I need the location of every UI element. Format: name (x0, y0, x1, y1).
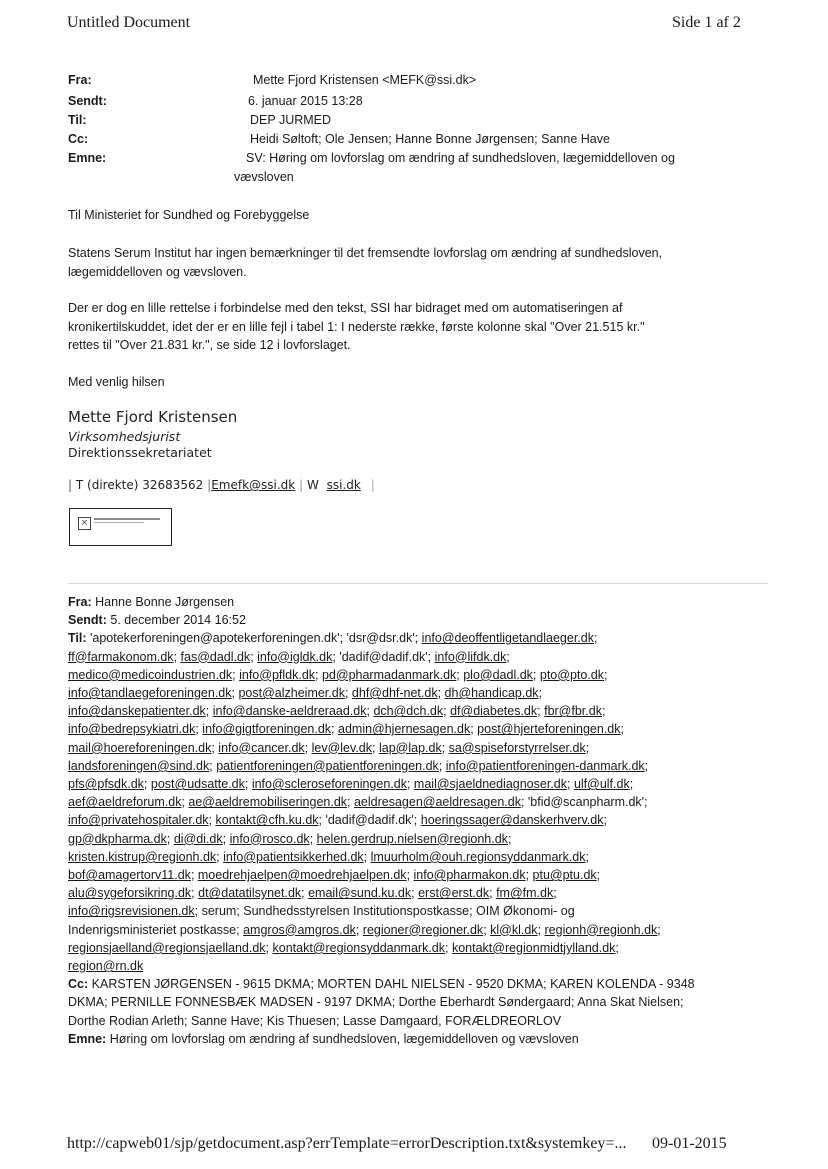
recipient-text: ; (411, 886, 419, 901)
recipient-email-link[interactable]: hoeringssager@danskerhverv.dk (420, 813, 604, 828)
recipient-text: ; (438, 758, 446, 773)
paragraph-1-line: lægemiddelloven og vævsloven. (68, 264, 247, 279)
recipient-email-link[interactable]: patientforeningen@patientforeningen.dk (216, 758, 439, 773)
contact-separator: | (68, 478, 73, 492)
recipient-line (68, 739, 768, 757)
recipient-text: ; (166, 831, 174, 846)
recipient-email-link[interactable]: regionsjaelland@regionsjaelland.dk (68, 940, 266, 955)
recipient-text: ; (537, 704, 545, 719)
recipient-email-link[interactable]: region@rn.dk (68, 959, 144, 974)
recipient-text: ; (315, 667, 322, 682)
recipient-text: ; (244, 777, 252, 792)
paragraph-2 (68, 299, 645, 355)
recipient-text: ; (585, 740, 590, 755)
recipient-text: ; (250, 649, 258, 664)
recipient-text: ; (507, 831, 512, 846)
recipient-text: ; (445, 940, 452, 955)
cc-text: Dorthe Rodian Arleth; Sanne Have; Kis Thuesen; Lasse Damgaard, FORÆLDREORLOV (68, 1013, 562, 1028)
broken-image-line (94, 522, 144, 523)
contact-separator: | (299, 478, 304, 492)
recipient-text: 'apotekerforeningen@apotekerforeningen.dk'; 'dsr@dsr.dk'; (90, 631, 422, 646)
email2-cc (68, 975, 768, 1030)
recipient-text: ; (195, 722, 203, 737)
recipient-line (68, 939, 768, 957)
recipient-email-link[interactable]: erst@erst.dk (418, 886, 490, 901)
recipient-email-link[interactable]: fm@fm.dk (496, 886, 554, 901)
recipient-email-link[interactable]: ulf@ulf.dk (573, 777, 630, 792)
recipient-text: ; (483, 922, 491, 937)
recipient-email-link[interactable]: dch@dch.dk (373, 704, 444, 719)
recipient-email-link[interactable]: kontakt@regionmidtjylland.dk (451, 940, 616, 955)
recipient-text: ; (301, 886, 309, 901)
email2-from (68, 593, 768, 611)
paragraph-2-line: kronikertilskuddet, idet der er en lille fejl i tabel 1: I nederste række, første kolonne skal "Over 21.515 kr." (68, 319, 645, 334)
recipient-email-link[interactable]: mail@sjaeldnediagnoser.dk (413, 777, 567, 792)
cc-line (68, 1012, 768, 1030)
recipient-email-link[interactable]: lmuurholm@ouh.regionsyddanmark.dk (370, 849, 586, 864)
recipient-text: ; (216, 849, 224, 864)
recipient-email-link[interactable]: dt@datatilsynet.dk (198, 886, 302, 901)
recipient-text: ; (363, 849, 371, 864)
recipient-email-link[interactable]: aeldresagen@aeldresagen.dk (353, 795, 521, 810)
recipient-email-link[interactable]: info@igldk.dk (257, 649, 333, 664)
recipient-line (68, 720, 768, 738)
recipient-email-link[interactable]: admin@hjernesagen.dk (338, 722, 471, 737)
email2-subject (68, 1030, 768, 1048)
recipient-text: ; (532, 667, 540, 682)
recipient-text: ; (209, 758, 217, 773)
recipient-text: ; (372, 740, 379, 755)
recipient-text: ; (441, 740, 449, 755)
recipient-email-link[interactable]: lap@lap.dk (378, 740, 442, 755)
contact-email-link[interactable]: Emefk@ssi.dk (211, 478, 296, 492)
recipient-email-link[interactable]: mail@hoereforeningen.dk (68, 740, 212, 755)
recipient-email-link[interactable]: info@lifdk.dk (434, 649, 507, 664)
sent-value: 6. januar 2015 13:28 (248, 94, 363, 108)
recipient-email-link[interactable]: gp@dkpharma.dk (68, 831, 167, 846)
recipient-email-link[interactable]: info@bedrepsykiatri.dk (68, 722, 196, 737)
recipient-email-link[interactable]: alu@sygeforsikring.dk (68, 886, 192, 901)
recipient-text: ; 'bfid@scanpharm.dk'; (520, 795, 648, 810)
recipient-email-link[interactable]: info@privatehospitaler.dk (68, 813, 209, 828)
email2-header (68, 593, 768, 1048)
recipient-text: ; serum; Sundhedsstyrelsen Institutionspostkasse; OIM Økonomi- og (194, 904, 575, 919)
recipient-email-link[interactable]: kristen.kistrup@regionh.dk (68, 849, 217, 864)
recipient-email-link[interactable]: fbr@fbr.dk (544, 704, 602, 719)
sent-label: Sendt: (68, 94, 107, 108)
recipient-text: ; (344, 686, 352, 701)
recipient-email-link[interactable]: kontakt@cfh.ku.dk (215, 813, 319, 828)
recipient-email-link[interactable]: pd@pharmadanmark.dk (321, 667, 457, 682)
recipient-email-link[interactable]: post@hjerteforeningen.dk (477, 722, 621, 737)
recipient-text: ; 'dadif@dadif.dk'; (318, 813, 421, 828)
recipient-text: ; (566, 777, 574, 792)
subject-value: Høring om lovforslag om ændring af sundhedsloven, lægemiddelloven og vævsloven (109, 1031, 579, 1046)
footer-date: 09-01-2015 (652, 1135, 727, 1152)
subject-line-1: SV: Høring om lovforslag om ændring af sundhedsloven, lægemiddelloven og (246, 151, 675, 165)
to-label: Til: (68, 113, 87, 127)
recipient-email-link[interactable]: pfs@pfsdk.dk (68, 777, 144, 792)
recipient-text: ; (211, 740, 219, 755)
contact-separator: | (207, 478, 212, 492)
broken-image-line (94, 518, 160, 520)
recipient-text: ; (406, 777, 414, 792)
page-number: Side 1 af 2 (672, 14, 741, 31)
recipient-line (68, 830, 768, 848)
recipient-email-link[interactable]: bof@amagertorv11.dk (68, 868, 191, 883)
recipient-line (68, 666, 768, 684)
recipient-line (68, 811, 768, 829)
recipient-text: ; (208, 813, 216, 828)
message-divider (68, 583, 768, 584)
email2-sent (68, 611, 768, 629)
recipient-email-link[interactable]: info@scleroseforeningen.dk (251, 777, 407, 792)
recipient-text: ; (629, 777, 634, 792)
recipient-text: ; (553, 886, 557, 901)
recipient-text: ; (309, 831, 317, 846)
recipient-text: ; (657, 922, 661, 937)
recipient-text: ; (601, 704, 606, 719)
signature-name: Mette Fjord Kristensen (68, 408, 238, 426)
recipient-line (68, 757, 768, 775)
document-title: Untitled Document (67, 14, 191, 31)
recipient-text: ; (331, 722, 338, 737)
recipient-email-link[interactable]: fas@dadl.dk (180, 649, 251, 664)
paragraph-2-line: rettes til "Over 21.831 kr.", se side 12 i lovforslaget. (68, 338, 351, 352)
recipient-text: ; 'dadif@dadif.dk'; (332, 649, 435, 664)
recipient-text: ; (596, 868, 601, 883)
recipient-text: ; (443, 704, 451, 719)
cc-label: Cc: (68, 977, 89, 992)
recipient-text: ; (537, 922, 545, 937)
recipient-line (68, 848, 768, 866)
recipient-email-link[interactable]: dh@handicap.dk (444, 686, 539, 701)
recipient-line (68, 902, 768, 920)
from-value: Hanne Bonne Jørgensen (95, 595, 235, 609)
recipient-email-link[interactable]: info@danske-aeldreraad.dk (212, 704, 367, 719)
cc-label: Cc: (68, 132, 89, 146)
recipient-text: ; (406, 868, 414, 883)
footer-url: http://capweb01/sjp/getdocument.asp?errTemplate=errorDescription.txt&systemkey=... (67, 1135, 627, 1152)
recipient-email-link[interactable]: ff@farmakonom.dk (68, 649, 174, 664)
subject-label: Emne: (68, 1031, 107, 1046)
recipient-text: ; (232, 667, 240, 682)
signature-title: Virksomhedsjurist (68, 429, 181, 444)
sent-label: Sendt: (68, 613, 107, 628)
recipient-text: ; (366, 704, 374, 719)
recipient-line (68, 884, 768, 902)
recipient-email-link[interactable]: pto@pto.dk (539, 667, 604, 682)
sent-value: 5. december 2014 16:52 (110, 613, 246, 628)
recipient-email-link[interactable]: lev@lev.dk (311, 740, 373, 755)
recipient-text: ; (585, 849, 589, 864)
recipient-line (68, 684, 768, 702)
recipient-text: ; (181, 795, 189, 810)
recipient-email-link[interactable]: dhf@dhf-net.dk (351, 686, 438, 701)
recipient-text: ; (615, 940, 619, 955)
recipient-text: ; (437, 686, 445, 701)
contact-separator: | (370, 478, 375, 492)
recipient-text: Indenrigsministeriet postkasse; (68, 922, 244, 937)
contact-w: W (306, 478, 319, 492)
recipient-email-link[interactable]: di@di.dk (173, 831, 223, 846)
from-label: Fra: (68, 595, 92, 609)
recipient-text: ; (265, 940, 273, 955)
recipient-text: ; (603, 813, 607, 828)
broken-image-placeholder (69, 508, 172, 546)
recipient-email-link[interactable]: info@rigsrevisionen.dk (68, 904, 195, 919)
recipient-email-link[interactable]: info@tandlaegeforeningen.dk (68, 686, 232, 701)
salutation: Til Ministeriet for Sundhed og Forebyggelse (68, 208, 310, 222)
recipient-text: ; (604, 667, 608, 682)
cc-text: KARSTEN JØRGENSEN - 9615 DKMA; MORTEN DAHL NIELSEN - 9520 DKMA; KAREN KOLENDA - 9348 (91, 977, 695, 992)
cc-line (68, 993, 768, 1011)
recipient-text: ; (205, 704, 213, 719)
recipient-email-link[interactable]: ptu@ptu.dk (532, 868, 597, 883)
contact-phone: T (direkte) 32683562 (75, 478, 204, 492)
recipient-text: ; (538, 686, 543, 701)
recipient-email-link[interactable]: kl@kl.dk (490, 922, 538, 937)
paragraph-1 (68, 244, 662, 281)
broken-image-icon: × (78, 517, 91, 530)
recipient-line (68, 793, 768, 811)
signature-contact (68, 478, 375, 492)
recipient-text: ; (355, 922, 363, 937)
recipient-text: ; (231, 686, 239, 701)
recipient-line (68, 866, 768, 884)
recipient-text: ; (173, 649, 181, 664)
recipient-email-link[interactable]: helen.gerdrup.nielsen@regionh.dk (316, 831, 508, 846)
recipient-email-link[interactable]: amgros@amgros.dk (243, 922, 356, 937)
recipient-text: ; (506, 649, 510, 664)
to-value: DEP JURMED (250, 113, 332, 127)
recipient-email-link[interactable]: moedrehjaelpen@moedrehjaelpen.dk (197, 868, 407, 883)
from-label: Fra: (68, 73, 92, 87)
cc-line (68, 975, 768, 993)
subject-line-2: vævsloven (234, 170, 294, 184)
recipient-line (68, 957, 768, 975)
recipient-email-link[interactable]: ae@aeldremobiliseringen.dk (188, 795, 348, 810)
recipient-text: ; (620, 722, 624, 737)
recipient-line (68, 921, 768, 939)
recipient-text: ; (594, 631, 598, 646)
recipient-line (68, 775, 768, 793)
signature-department: Direktionssekretariatet (68, 445, 212, 460)
recipient-text: ; (470, 722, 478, 737)
recipient-text: ; (222, 831, 230, 846)
recipient-text: ; (191, 886, 199, 901)
recipient-email-link[interactable]: regionh@regionh.dk (544, 922, 658, 937)
recipient-text: ; (190, 868, 198, 883)
recipient-email-link[interactable]: info@cancer.dk (218, 740, 305, 755)
recipient-email-link[interactable]: plo@dadl.dk (463, 667, 533, 682)
recipient-email-link[interactable]: regioner@regioner.dk (362, 922, 484, 937)
recipient-email-link[interactable]: df@diabetes.dk (450, 704, 538, 719)
closing: Med venlig hilsen (68, 375, 165, 389)
recipient-text: ; (456, 667, 464, 682)
recipient-email-link[interactable]: info@patientforeningen-danmark.dk (445, 758, 645, 773)
recipient-email-link[interactable]: post@alzheimer.dk (238, 686, 345, 701)
to-label: Til: (68, 631, 87, 646)
recipient-line (68, 629, 768, 647)
cc-value: Heidi Søltoft; Ole Jensen; Hanne Bonne Jørgensen; Sanne Have (250, 132, 610, 146)
recipient-email-link[interactable]: landsforeningen@sind.dk (68, 758, 210, 773)
cc-text: DKMA; PERNILLE FONNESBÆK MADSEN - 9197 DKMA; Dorthe Eberhardt Søndergaard; Anna Skat Nielsen; (68, 995, 684, 1010)
recipient-email-link[interactable]: info@danskepatienter.dk (68, 704, 206, 719)
recipient-line (68, 702, 768, 720)
paragraph-2-line: Der er dog en lille rettelse i forbindelse med den tekst, SSI har bidraget med om automatiseringen af (68, 301, 623, 315)
recipient-email-link[interactable]: email@sund.ku.dk (308, 886, 412, 901)
recipient-email-link[interactable]: info@gigtforeningen.dk (202, 722, 332, 737)
recipient-text: ; (347, 795, 354, 810)
recipient-text: ; (304, 740, 312, 755)
from-value: Mette Fjord Kristensen <MEFK@ssi.dk> (253, 73, 477, 87)
recipient-email-link[interactable]: info@pfldk.dk (239, 667, 316, 682)
contact-web-link[interactable]: ssi.dk (326, 478, 361, 492)
recipient-email-link[interactable]: post@udsatte.dk (150, 777, 245, 792)
paragraph-1-line: Statens Serum Institut har ingen bemærkninger til det fremsendte lovforslag om ændring af sundhedsloven, (68, 246, 663, 260)
recipient-email-link[interactable]: sa@spiseforstyrrelser.dk (448, 740, 586, 755)
recipient-text: ; (489, 886, 497, 901)
recipient-text: ; (525, 868, 533, 883)
recipient-line (68, 648, 768, 666)
recipient-text: ; (143, 777, 151, 792)
recipient-email-link[interactable]: info@rosco.dk (229, 831, 310, 846)
recipient-email-link[interactable]: medico@medicoindustrien.dk (68, 667, 233, 682)
recipient-email-link[interactable]: aef@aeldreforum.dk (68, 795, 182, 810)
subject-label: Emne: (68, 151, 107, 165)
recipient-text: ; (644, 758, 649, 773)
recipient-email-link[interactable]: info@patientsikkerhed.dk (223, 849, 364, 864)
recipient-email-link[interactable]: info@pharmakon.dk (413, 868, 526, 883)
recipient-email-link[interactable]: info@deoffentligetandlaeger.dk (421, 631, 594, 646)
email2-to (68, 629, 768, 975)
recipient-email-link[interactable]: kontakt@regionsyddanmark.dk (272, 940, 445, 955)
